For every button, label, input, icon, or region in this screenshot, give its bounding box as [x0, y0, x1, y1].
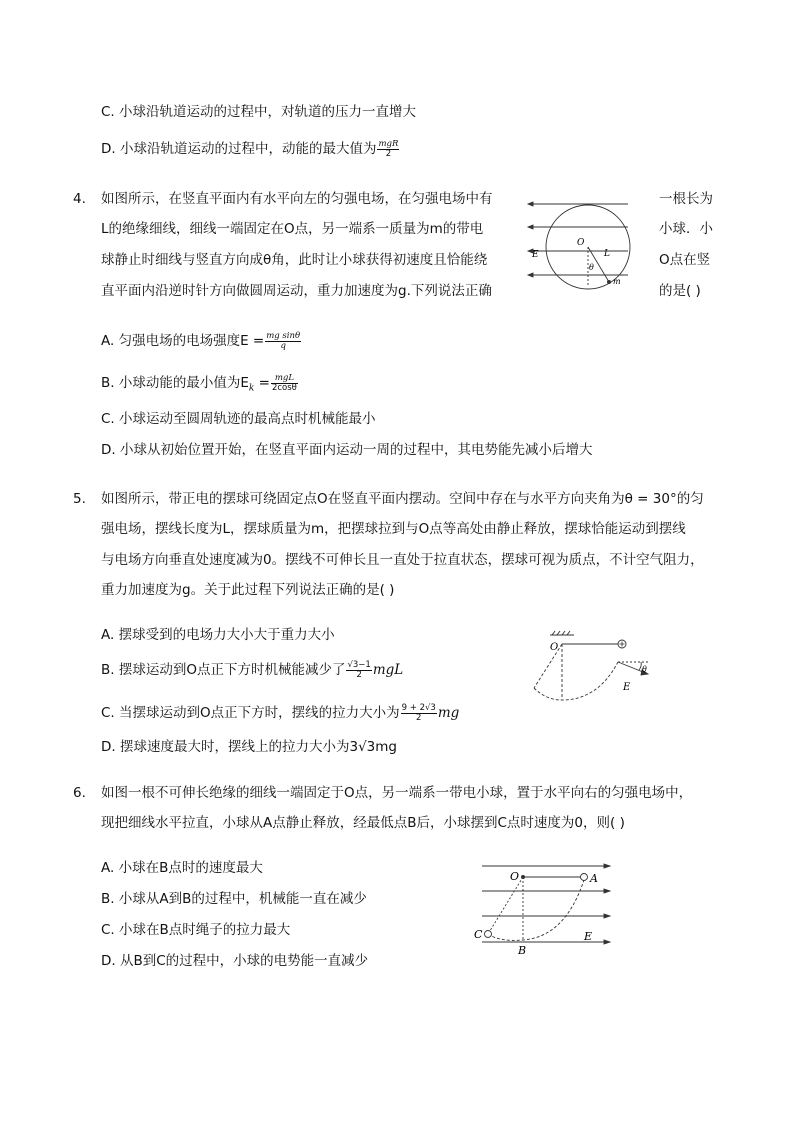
q4-stem-line-4-right: 的是( ): [659, 283, 701, 299]
q5-fig-label-e: E: [623, 682, 631, 693]
q4-stem-line-4: 直平面内沿逆时针方向做圆周运动，重力加速度为g.下列说法正确: [101, 283, 492, 299]
q6-fig-label-b: B: [518, 944, 527, 957]
q4-fig-label-m: m: [613, 277, 621, 286]
q6-option-d: D. 从B到C的过程中，小球的电势能一直减少: [101, 953, 369, 969]
q6-fig-label-e: E: [584, 930, 593, 943]
q4-option-c: C. 小球运动至圆周轨迹的最高点时机械能最小: [101, 411, 376, 427]
q4-stem-line-1-right: 一根长为: [659, 191, 713, 207]
q5-stem-line-1: 如图所示，带正电的摆球可绕固定点O在竖直平面内摆动。空间中存在与水平方向夹角为θ = 30°的匀: [101, 491, 704, 507]
q3-optd-fraction: $\frac{\text{mgR}}{2}$: [378, 138, 399, 159]
q6-stem-line-2: 现把细线水平拉直，小球从A点静止释放，经最低点B后，小球摆到C点时速度为0，则( ): [101, 815, 625, 831]
q3-option-c: C. 小球沿轨道运动的过程中，对轨道的压力一直增大: [101, 104, 417, 120]
q4-option-a: A. 匀强电场的电场强度E = $\frac{\text{mg sinθ}}{q}$: [101, 330, 301, 351]
q4-stem-line-2: L的绝缘细线，细线一端固定在O点，另一端系一质量为m的带电: [101, 221, 484, 237]
q5-number: 5.: [73, 491, 86, 507]
q4-fig-label-e: E: [532, 250, 539, 260]
q6-fig-label-o: O: [510, 870, 520, 883]
q6-fig-label-a: A: [590, 872, 598, 885]
q3-option-d: D. 小球沿轨道运动的过程中，动能的最大值为 $\frac{\text{mgR}}{2}$: [101, 138, 399, 159]
q5-stem-line-4: 重力加速度为g。关于此过程下列说法正确的是( ): [101, 582, 395, 598]
q5-fig-label-o: O: [550, 642, 559, 653]
q6-number: 6.: [73, 785, 86, 801]
q5-fig-label-theta: θ: [642, 665, 647, 674]
q5-stem-line-3: 与电场方向垂直处速度减为0。摆线不可伸长且一直处于拉直状态，摆球可视为质点，不计空气阻力，: [101, 552, 704, 568]
q4-fig-label-o: O: [577, 238, 585, 248]
q6-fig-label-c: C: [474, 928, 483, 941]
q4-stem-line-1: 如图所示，在竖直平面内有水平向左的匀强电场，在匀强电场中有: [101, 191, 493, 207]
q4-stem-line-3: 球静止时细线与竖直方向成θ角，此时让小球获得初速度且恰能绕: [101, 252, 488, 268]
q5-option-d: D. 摆球速度最大时，摆线上的拉力大小为3√3mg: [101, 739, 397, 755]
q5-option-a: A. 摆球受到的电场力大小大于重力大小: [101, 627, 335, 643]
q6-figure-pendulum-field: [470, 858, 620, 960]
q4-stem-line-3-right: O点在竖: [659, 252, 711, 268]
q6-stem-line-1: 如图一根不可伸长绝缘的细线一端固定于O点，另一端系一带电小球，置于水平向右的匀强电场中，: [101, 785, 693, 801]
q5-stem-line-2: 强电场，摆线长度为L，摆球质量为m，把摆球拉到与O点等高处由静止释放，摆球恰能运动到摆线: [101, 521, 686, 537]
q6-option-b: B. 小球从A到B的过程中，机械能一直在减少: [101, 891, 367, 907]
q4-stem-line-2-right: 小球．小: [659, 221, 713, 237]
q5-option-c: C. 当摆球运动到O点正下方时，摆线的拉力大小为 $\frac{9 + 2√3}{2}$ mg: [101, 702, 460, 723]
q4-fig-label-l: L: [604, 249, 610, 259]
q4-fig-label-theta: θ: [589, 263, 594, 272]
q6-option-a: A. 小球在B点时的速度最大: [101, 860, 263, 876]
q5-option-b: B. 摆球运动到O点正下方时机械能减少了 $\frac{√3-1}{2}$ mgL: [101, 659, 404, 680]
q4-figure-circle-field: [520, 190, 632, 298]
q5-figure-pendulum: [528, 628, 660, 704]
q4-option-b: B. 小球动能的最小值为$E_k$ = $\frac{\text{mgL}}{2\cos\theta}$: [101, 372, 297, 394]
q4-option-d: D. 小球从初始位置开始，在竖直平面内运动一周的过程中，其电势能先减小后增大: [101, 442, 593, 458]
q6-option-c: C. 小球在B点时绳子的拉力最大: [101, 922, 291, 938]
q4-number: 4.: [73, 191, 86, 207]
